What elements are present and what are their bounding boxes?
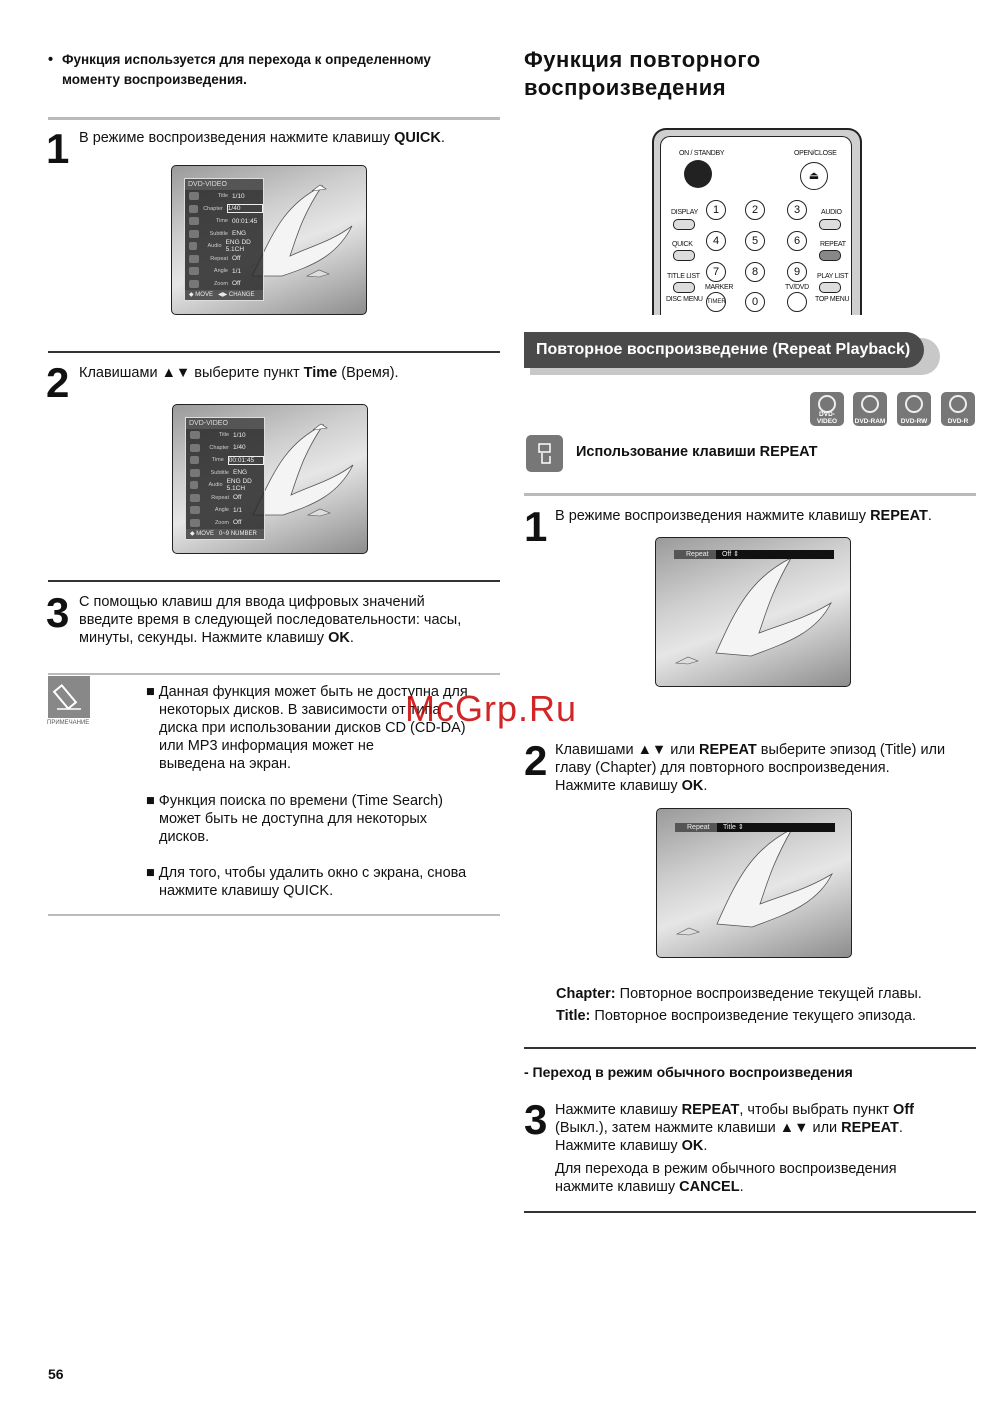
menu-row[interactable]: Title 1/10 <box>186 429 264 442</box>
step-3-line-1: Нажмите клавишу REPEAT, чтобы выбрать пункт Off <box>555 1102 914 1118</box>
menu-row[interactable]: Time 00:01:45 <box>185 215 263 228</box>
digit-button[interactable]: 9 <box>787 262 807 282</box>
repeat-icon <box>190 494 200 502</box>
intro-line-2: моменту воспроизведения. <box>62 72 247 87</box>
step-3-line-5: нажмите клавишу CANCEL. <box>555 1179 744 1195</box>
timer-button[interactable]: TIMER <box>706 292 726 312</box>
divider <box>524 493 976 496</box>
dvd-video-icon: DVD-VIDEO <box>810 392 844 426</box>
repeat-icon <box>189 255 199 263</box>
digit-button[interactable]: 4 <box>706 231 726 251</box>
digit-button[interactable]: 2 <box>745 200 765 220</box>
zoom-icon <box>189 280 199 288</box>
step-number: 3 <box>524 1096 548 1143</box>
menu-row[interactable]: Title 1/10 <box>185 190 263 203</box>
digit-button[interactable]: 1 <box>706 200 726 220</box>
top-menu-label: TOP MENU <box>815 296 850 303</box>
divider <box>48 351 500 353</box>
subtitle-icon <box>190 469 200 477</box>
step-2-line-2: главу (Chapter) для повторного воспроизведения. <box>555 760 890 776</box>
menu-row[interactable]: Audio ENG DD 5.1CH <box>186 479 264 492</box>
menu-row[interactable]: Zoom Off <box>185 278 263 291</box>
play-list-button[interactable] <box>819 282 841 293</box>
menu-title: DVD-VIDEO <box>186 418 264 429</box>
repeat-bar[interactable]: Repeat Title ⇕ <box>675 823 835 832</box>
divider <box>48 580 500 582</box>
intro-bullet: • <box>48 52 54 68</box>
clock-icon <box>190 456 199 464</box>
normal-playback-heading: - Переход в режим обычного воспроизведения <box>524 1064 853 1080</box>
quick-label: QUICK <box>672 241 693 248</box>
menu-row[interactable]: Audio ENG DD 5.1CH <box>185 240 263 253</box>
hand-press-icon <box>526 435 563 472</box>
step-number: 1 <box>46 125 70 172</box>
tv-dvd-button[interactable] <box>787 292 807 312</box>
title-icon <box>190 431 200 439</box>
repeat-label: REPEAT <box>820 241 846 248</box>
quick-menu <box>184 178 264 301</box>
menu-row[interactable]: Repeat Off <box>185 253 263 266</box>
audio-label: AUDIO <box>821 209 842 216</box>
disc-menu-label: DISC MENU <box>666 296 703 303</box>
step-3-line-4: Для перехода в режим обычного воспроизведения <box>555 1161 897 1177</box>
menu-row[interactable]: Chapter 1/40 <box>185 203 263 216</box>
clock-icon <box>189 217 199 225</box>
title-definition: Title: Повторное воспроизведение текущего эпизода. <box>556 1008 916 1024</box>
step-2-line-3: Нажмите клавишу OK. <box>555 778 708 794</box>
title-list-button[interactable] <box>673 282 695 293</box>
menu-row[interactable]: Angle 1/1 <box>186 504 264 517</box>
menu-footer: ◆ MOVE 0~9 NUMBER <box>186 529 264 539</box>
quick-menu-screenshot <box>171 165 367 315</box>
power-button[interactable] <box>684 160 712 188</box>
dvd-r-icon: DVD-R <box>941 392 975 426</box>
menu-row[interactable]: Time 00:01:45 <box>186 454 264 467</box>
note-item: ■ Для того, чтобы удалить окно с экрана, снова нажмите клавишу QUICK. <box>146 865 467 899</box>
menu-title: DVD-VIDEO <box>185 179 263 190</box>
dvd-ram-icon: DVD-RAM <box>853 392 887 426</box>
step-number: 3 <box>46 589 70 636</box>
angle-icon <box>189 267 199 275</box>
digit-button[interactable]: 0 <box>745 292 765 312</box>
step-3-line-3: Нажмите клавишу OK. <box>555 1138 708 1154</box>
seagull-image <box>656 538 850 686</box>
divider <box>524 1211 976 1213</box>
note-item: ■ Функция поиска по времени (Time Search) может быть не доступна для некоторых дисков. <box>146 793 443 845</box>
chapter-icon <box>189 205 198 213</box>
remote-control <box>652 128 862 315</box>
divider <box>48 117 500 120</box>
divider <box>48 914 500 916</box>
digit-button[interactable]: 6 <box>787 231 807 251</box>
step-3-line-3: минуты, секунды. Нажмите клавишу OK. <box>79 630 354 646</box>
digit-button[interactable]: 5 <box>745 231 765 251</box>
menu-row[interactable]: Zoom Off <box>186 517 264 530</box>
zoom-icon <box>190 519 200 527</box>
step-3-line-2: введите время в следующей последовательности: часы, <box>79 612 462 628</box>
step-1-text: В режиме воспроизведения нажмите клавишу QUICK. <box>79 130 445 146</box>
watermark: McGrp.Ru <box>405 688 578 729</box>
play-list-label: PLAY LIST <box>817 273 849 280</box>
step-number: 2 <box>46 359 70 406</box>
digit-button[interactable]: 7 <box>706 262 726 282</box>
step-number: 1 <box>524 503 548 550</box>
quick-button[interactable] <box>673 250 695 261</box>
display-button[interactable] <box>673 219 695 230</box>
step-1-text: В режиме воспроизведения нажмите клавишу REPEAT. <box>555 508 932 524</box>
menu-footer: ◆ MOVE ◀▶ CHANGE <box>185 290 263 300</box>
menu-row[interactable]: Chapter 1/40 <box>186 442 264 455</box>
time-menu-screenshot <box>172 404 368 554</box>
menu-row[interactable]: Angle 1/1 <box>185 265 263 278</box>
subtitle-icon <box>189 230 199 238</box>
repeat-bar[interactable]: Repeat Off ⇕ <box>674 550 834 559</box>
page-title: Функция повторного воспроизведения <box>524 47 761 100</box>
note-label: ПРИМЕЧАНИЕ <box>47 720 90 726</box>
digit-button[interactable]: 3 <box>787 200 807 220</box>
repeat-title-screenshot <box>656 808 852 958</box>
note-item: ■ Данная функция может быть не доступна для некоторых дисков. В зависимости от типа диска при использовании дисков CD (CD-DA) или MP3 информация может не выведена на экран. <box>146 684 468 772</box>
display-label: DISPLAY <box>671 209 698 216</box>
audio-button[interactable] <box>819 219 841 230</box>
step-2-text: Клавишами ▲▼ выберите пункт Time (Время). <box>79 365 399 381</box>
audio-icon <box>190 481 198 489</box>
tv-dvd-label: TV/DVD <box>785 284 809 291</box>
page-number: 56 <box>48 1366 64 1382</box>
menu-row[interactable]: Subtitle ENG <box>186 467 264 480</box>
repeat-off-screenshot <box>655 537 851 687</box>
digit-button[interactable]: 8 <box>745 262 765 282</box>
menu-row[interactable]: Repeat Off <box>186 492 264 505</box>
step-number: 2 <box>524 737 548 784</box>
audio-icon <box>189 242 197 250</box>
chapter-definition: Chapter: Повторное воспроизведение текущей главы. <box>556 986 922 1002</box>
menu-row[interactable]: Subtitle ENG <box>185 228 263 241</box>
time-menu <box>185 417 265 540</box>
open-close-label: OPEN/CLOSE <box>794 150 837 157</box>
subheading: Использование клавиши REPEAT <box>576 444 818 460</box>
title-icon <box>189 192 199 200</box>
divider <box>524 1047 976 1049</box>
step-2-line-1: Клавишами ▲▼ или REPEAT выберите эпизод (Title) или <box>555 742 946 758</box>
repeat-button[interactable] <box>819 250 841 261</box>
intro-line-1: Функция используется для перехода к определенному <box>62 52 431 67</box>
angle-icon <box>190 506 200 514</box>
section-banner: Повторное воспроизведение (Repeat Playback) <box>524 332 924 368</box>
title-list-label: TITLE LIST <box>667 273 700 280</box>
step-3-line-1: С помощью клавиш для ввода цифровых значений <box>79 594 425 610</box>
divider <box>48 673 500 675</box>
on-standby-label: ON / STANDBY <box>679 150 725 157</box>
pencil-icon <box>48 676 90 718</box>
chapter-icon <box>190 444 200 452</box>
note-icon <box>48 676 90 718</box>
dvd-rw-icon: DVD-RW <box>897 392 931 426</box>
marker-label: MARKER <box>705 284 734 291</box>
eject-button[interactable]: ⏏ <box>800 162 828 190</box>
step-3-line-2: (Выкл.), затем нажмите клавиши ▲▼ или REPEAT. <box>555 1120 903 1136</box>
